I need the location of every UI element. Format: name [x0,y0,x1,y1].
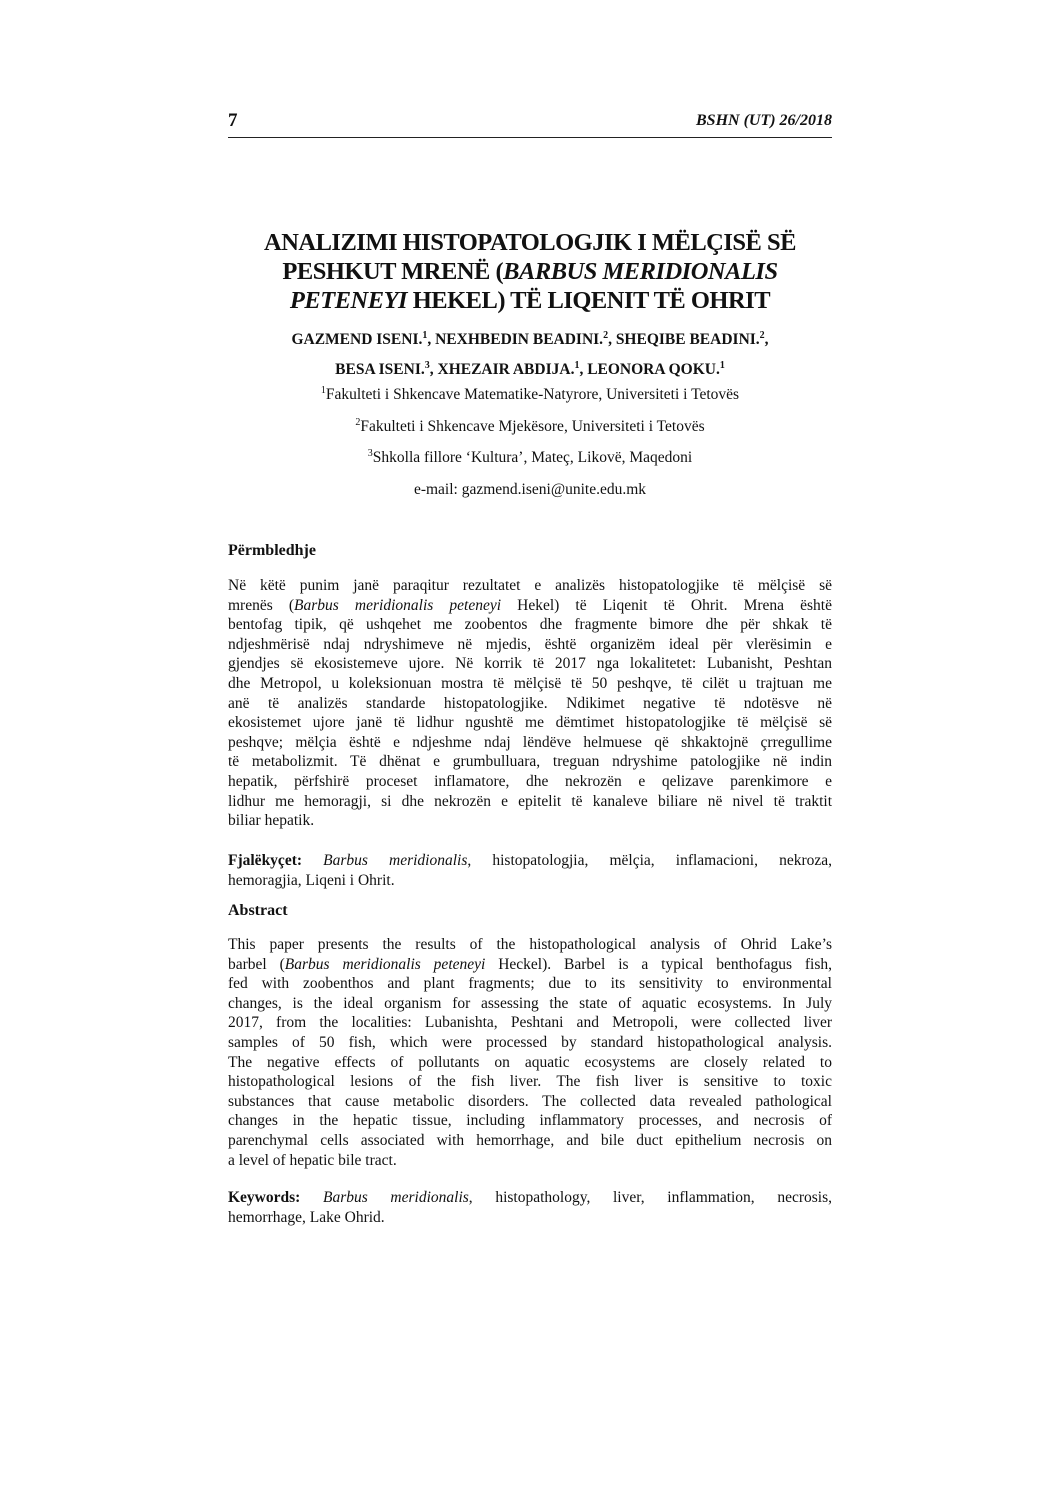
affiliation-2 [228,418,832,436]
text-line: peshqve; mëlçia është e ndjeshme ndaj lëndëve helmuese që shkaktojnë çrregullime [228,733,832,751]
text-line: a level of hepatic bile tract. [228,1151,397,1169]
text-line: gjendjes së ekosistemeve ujore. Në korrik të 2017 nga lokalitetet: Lubanisht, Peshtan [228,655,832,673]
text-line: substances that cause metabolic disorders. The collected data revealed pathological [228,1092,832,1110]
affiliation-3 [228,449,832,467]
author-name: SHEQIBE BEADINI. [615,331,760,348]
title-line-1: ANALIZIMI HISTOPATOLOGJIK I MËLÇISË SË [264,229,796,256]
species-italic: Barbus meridionalis peteneyi [284,955,486,973]
affiliation-text: Shkolla fillore ‘Kultura’, Mateç, Likovë, Maqedoni [372,449,693,466]
affiliation-marker: 2 [759,329,765,341]
email-line: e-mail: gazmend.iseni@unite.edu.mk [413,481,647,498]
keywords-paragraph [228,1188,832,1227]
author-name: NEXHBEDIN BEADINI. [435,331,604,348]
author-name: XHEZAIR ABDIJA. [437,361,575,378]
species-italic: Barbus meridionalis [323,852,468,869]
affiliation-marker: 1 [320,384,326,396]
text-line: hepatik, përfshirë proceset inflamatore, dhe nekrozën e qelizave parenkimore e [228,772,832,790]
text-line: dhe Metropol, u koleksionuan mostra të mëlçisë të 50 peshqve, të cilët u trajtuan me [228,674,832,692]
text-span: mrenës ( [228,596,295,614]
affiliation-1 [228,386,832,404]
text-line: biliar hepatik. [228,812,315,830]
text-line: ekosistemet ujore janë të lidhur ngushtë me dëmtimet histopatologjike të mëlçisë së [228,714,832,732]
text-line [228,851,832,871]
text-line: Në këtë punim janë paraqitur rezultatet e analizës histopatologjike të mëlçisë së [228,577,832,594]
title-line-2 [228,257,832,286]
author-line-1 [228,325,832,355]
separator: , [427,331,436,348]
text-line: të metabolizmit. Të dhënat e grumbulluara, treguan ndryshime patologjike në indin [228,753,832,771]
text-span: barbel ( [228,955,285,973]
text-line: This paper presents the results of the histopathological analysis of Ohrid Lake’s [228,936,832,953]
paper-title [228,228,832,315]
title-species-italic: BARBUS MERIDIONALIS [503,258,778,285]
fjalekycet-paragraph [228,851,832,890]
journal-citation: BSHN (UT) 26/2018 [696,112,832,129]
text-line [228,1188,832,1208]
affiliation-marker: 2 [355,416,361,428]
text-line: 2017, from the localities: Lubanishta, Peshtani and Metropoli, were collected liver [228,1014,832,1032]
text-line: changes in the hepatic tissue, including inflammatory processes, and necrosis of [228,1112,832,1130]
affiliation-marker: 1 [574,359,580,371]
text-span: Hekel) të Liqenit të Ohrit. Mrena është [501,596,832,614]
text-line: histopathological lesions of the fish liver. The fish liver is sensitive to toxic [228,1073,832,1091]
affiliation-marker: 1 [719,359,725,371]
separator: , [579,361,588,378]
author-list [228,325,832,385]
title-species-italic: PETENEYI [289,287,408,314]
author-line-2 [228,355,832,385]
text-line: changes, is the ideal organism for assessing the state of aquatic ecosystems. In July [228,994,832,1012]
separator: , [764,331,769,348]
keywords-label: Keywords: [228,1189,301,1206]
affiliation-text: Fakulteti i Shkencave Mjekësore, Universiteti i Tetovës [360,418,705,435]
text-line: parenchymal cells associated with hemorrhage, and bile duct epithelium necrosis on [228,1131,832,1149]
text-line: lidhur me hemoragji, si dhe nekrozën e epitelit të kanaleve biliare në nivel të traktit [228,792,832,810]
species-italic: Barbus meridionalis [322,1189,469,1206]
text-line [228,596,832,616]
text-line: samples of 50 fish, which were processed by standard histopathological analysis. [228,1033,832,1051]
permbledhje-paragraph [228,576,832,831]
affiliation-marker: 3 [367,447,373,459]
separator: , [429,361,438,378]
keywords-label: Fjalëkyçet: [228,852,303,869]
affiliation-marker: 3 [424,359,430,371]
species-italic: Barbus meridionalis peteneyi [294,596,502,614]
affiliation-text: Fakulteti i Shkencave Matematike-Natyrore, Universiteti i Tetovës [325,386,740,403]
separator: , [608,331,616,348]
abstract-heading: Abstract [228,902,288,919]
text-line: bentofag tipik, që ushqehet me zoobentos dhe fragmente bimore dhe për shkak të [228,616,832,634]
text-span: Heckel). Barbel is a typical benthofagus fish, [485,955,832,973]
header-rule [228,137,832,138]
text-line: hemoragjia, Liqeni i Ohrit. [228,871,395,889]
affiliation-marker: 1 [422,329,428,341]
text-line [228,955,832,975]
affiliation-marker: 2 [603,329,609,341]
page-number: 7 [228,110,238,131]
title-text: HEKEL) TË LIQENIT TË OHRIT [407,287,771,314]
text-line: The negative effects of pollutants on aquatic ecosystems are closely related to [228,1053,832,1071]
author-name: GAZMEND ISENI. [291,331,423,348]
author-name: BESA ISENI. [335,361,425,378]
text-line: anë të analizës standarde histopatologjike. Ndikimet negative të ndotësve në [228,694,832,712]
text-line: hemorrhage, Lake Ohrid. [228,1208,385,1226]
abstract-paragraph [228,935,832,1170]
running-header [228,110,832,136]
title-line-3 [228,286,832,315]
text-span: , histopathology, liver, inflammation, necrosis, [468,1189,832,1206]
permbledhje-heading: Përmbledhje [228,542,316,559]
text-span: , histopatologjia, mëlçia, inflamacioni, nekroza, [467,852,832,869]
text-line: fed with zoobenthos and plant fragments; due to its sensitivity to environmental [228,975,832,993]
author-name: LEONORA QOKU. [587,361,720,378]
text-line: ndjeshmërisë ndaj ndryshimeve në mjedis, është organizëm ideal për vlerësimin e [228,635,832,653]
title-text: PESHKUT MRENË ( [282,258,504,285]
